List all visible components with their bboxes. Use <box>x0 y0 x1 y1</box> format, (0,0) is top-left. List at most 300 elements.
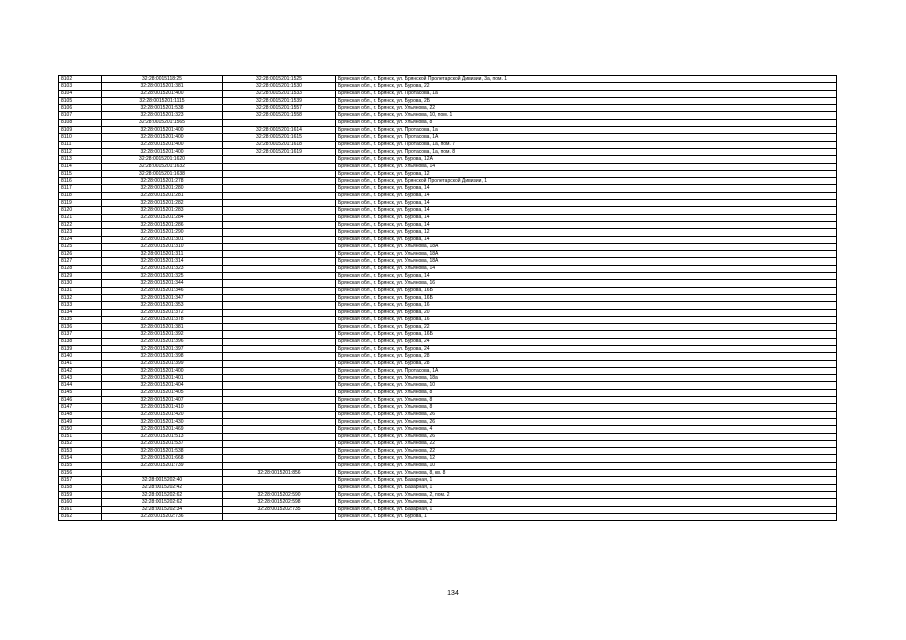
address-cell: Брянская обл., г. Брянск, ул. Бурова, 1 <box>336 513 837 520</box>
row-number-cell: 8155 <box>59 462 102 469</box>
table-row <box>59 236 837 243</box>
cadastral-number-cell: 32:28:0015201:399 <box>102 360 223 367</box>
linked-cadastral-number-cell <box>223 280 336 287</box>
address-cell: Брянская обл., г. Брянск, ул. Ульянова, 26 <box>336 433 837 440</box>
cadastral-number-cell: 32:28:0015201:397 <box>102 345 223 352</box>
address-cell: Брянская обл., г. Брянск, ул. Ульянова, 8 <box>336 389 837 396</box>
address-cell: Брянская обл., г. Брянск, ул. Брянской Пролетарской Дивизии, 1 <box>336 178 837 185</box>
records-table <box>58 75 837 521</box>
table-row <box>59 243 837 250</box>
linked-cadastral-number-cell <box>223 418 336 425</box>
table-row <box>59 389 837 396</box>
linked-cadastral-number-cell <box>223 477 336 484</box>
cadastral-number-cell: 32:28:0015201:538 <box>102 448 223 455</box>
linked-cadastral-number-cell <box>223 221 336 228</box>
address-cell: Брянская обл., г. Брянск, ул. Бурова, 16Б <box>336 294 837 301</box>
address-cell: Брянская обл., г. Брянск, ул. Ульянова, 14 <box>336 163 837 170</box>
cadastral-number-cell: 32:28:0015118:25 <box>102 76 223 83</box>
linked-cadastral-number-cell <box>223 375 336 382</box>
cadastral-number-cell: 32:28:0015201:325 <box>102 273 223 280</box>
row-number-cell: 8137 <box>59 331 102 338</box>
table-row <box>59 338 837 345</box>
table-row <box>59 229 837 236</box>
linked-cadastral-number-cell <box>223 200 336 207</box>
address-cell: Брянская обл., г. Брянск, ул. Протасова, 1а, пом. 7 <box>336 141 837 148</box>
address-cell: Брянская обл., г. Брянск, ул. Базарная, 1 <box>336 477 837 484</box>
address-cell: Брянская обл., г. Брянск, ул. Протасова, 1А <box>336 367 837 374</box>
linked-cadastral-number-cell <box>223 192 336 199</box>
row-number-cell: 8136 <box>59 324 102 331</box>
row-number-cell: 8159 <box>59 491 102 498</box>
cadastral-number-cell: 32:28:0015201:400 <box>102 134 223 141</box>
address-cell: Брянская обл., г. Брянск, ул. Бурова, 20 <box>336 309 837 316</box>
address-cell: Брянская обл., г. Брянск, ул. Ульянова, 22 <box>336 440 837 447</box>
table-row <box>59 448 837 455</box>
row-number-cell: 8112 <box>59 148 102 155</box>
cadastral-number-cell: 32:28:0015201:398 <box>102 353 223 360</box>
address-cell: Брянская обл., г. Брянск, ул. Бурова, 16Б <box>336 287 837 294</box>
row-number-cell: 8145 <box>59 389 102 396</box>
table-row <box>59 163 837 170</box>
table-row <box>59 207 837 214</box>
linked-cadastral-number-cell <box>223 484 336 491</box>
table-row <box>59 141 837 148</box>
cadastral-number-cell: 32:28:0015201:301 <box>102 236 223 243</box>
table-row <box>59 360 837 367</box>
linked-cadastral-number-cell: 32:28:0015202:590 <box>223 491 336 498</box>
table-row <box>59 287 837 294</box>
linked-cadastral-number-cell <box>223 258 336 265</box>
cadastral-number-cell: 32:28:0015201:396 <box>102 338 223 345</box>
cadastral-number-cell: 32:28:0015201:353 <box>102 302 223 309</box>
address-cell: Брянская обл., г. Брянск, ул. Ульянова, 18А <box>336 258 837 265</box>
address-cell: Брянская обл., г. Брянск, ул. Бурова, 12А <box>336 156 837 163</box>
row-number-cell: 8134 <box>59 309 102 316</box>
table-row <box>59 148 837 155</box>
address-cell: Брянская обл., г. Брянск, ул. Бурова, 14 <box>336 214 837 221</box>
table-row <box>59 200 837 207</box>
address-cell: Брянская обл., г. Брянск, ул. Бурова, 12 <box>336 229 837 236</box>
table-row <box>59 185 837 192</box>
row-number-cell: 8130 <box>59 280 102 287</box>
row-number-cell: 8142 <box>59 367 102 374</box>
table-row <box>59 221 837 228</box>
address-cell: Брянская обл., г. Брянск, ул. Бурова, 24 <box>336 338 837 345</box>
cadastral-number-cell: 32:28:0015201:283 <box>102 207 223 214</box>
address-cell: Брянская обл., г. Брянск, ул. Брянской Пролетарской Дивизии, 3а, пом. 1 <box>336 76 837 83</box>
cadastral-number-cell: 32:28:0015201:469 <box>102 426 223 433</box>
table-row <box>59 433 837 440</box>
cadastral-number-cell: 32:28:0015201:284 <box>102 214 223 221</box>
row-number-cell: 8149 <box>59 418 102 425</box>
linked-cadastral-number-cell: 32:28:0015202:735 <box>223 506 336 513</box>
row-number-cell: 8121 <box>59 214 102 221</box>
row-number-cell: 8135 <box>59 316 102 323</box>
address-cell: Брянская обл., г. Брянск, ул. Бурова, 12 <box>336 170 837 177</box>
row-number-cell: 8110 <box>59 134 102 141</box>
linked-cadastral-number-cell: 32:28:0015201:1525 <box>223 76 336 83</box>
row-number-cell: 8108 <box>59 119 102 126</box>
row-number-cell: 8147 <box>59 404 102 411</box>
linked-cadastral-number-cell: 32:28:0015201:1539 <box>223 97 336 104</box>
row-number-cell: 8125 <box>59 243 102 250</box>
row-number-cell: 8109 <box>59 127 102 134</box>
linked-cadastral-number-cell: 32:28:0015202:598 <box>223 499 336 506</box>
table-row <box>59 506 837 513</box>
table-row <box>59 345 837 352</box>
table-row <box>59 251 837 258</box>
cadastral-number-cell: 32:28:0015202:42 <box>102 484 223 491</box>
table-row <box>59 397 837 404</box>
linked-cadastral-number-cell <box>223 185 336 192</box>
address-cell: Брянская обл., г. Брянск, ул. Ульянова, 10 <box>336 382 837 389</box>
linked-cadastral-number-cell <box>223 389 336 396</box>
linked-cadastral-number-cell: 32:28:0015201:1558 <box>223 112 336 119</box>
linked-cadastral-number-cell <box>223 440 336 447</box>
address-cell: Брянская обл., г. Брянск, ул. Бурова, 14 <box>336 221 837 228</box>
linked-cadastral-number-cell <box>223 156 336 163</box>
linked-cadastral-number-cell <box>223 462 336 469</box>
cadastral-number-cell: 32:28:0015201:400 <box>102 367 223 374</box>
linked-cadastral-number-cell <box>223 397 336 404</box>
table-row <box>59 265 837 272</box>
address-cell: Брянская обл., г. Брянск, ул. Бурова, 16Б <box>336 331 837 338</box>
table-row <box>59 134 837 141</box>
linked-cadastral-number-cell <box>223 331 336 338</box>
linked-cadastral-number-cell <box>223 302 336 309</box>
linked-cadastral-number-cell <box>223 207 336 214</box>
address-cell: Брянская обл., г. Брянск, ул. Бурова, 22 <box>336 83 837 90</box>
table-row <box>59 513 837 520</box>
cadastral-number-cell: 32:28:0015201:405 <box>102 389 223 396</box>
address-cell: Брянская обл., г. Брянск, ул. Бурова, 24 <box>336 345 837 352</box>
linked-cadastral-number-cell <box>223 229 336 236</box>
row-number-cell: 8103 <box>59 83 102 90</box>
table-row <box>59 367 837 374</box>
table-row <box>59 76 837 83</box>
table-row <box>59 440 837 447</box>
cadastral-number-cell: 32:28:0015201:290 <box>102 229 223 236</box>
linked-cadastral-number-cell <box>223 265 336 272</box>
cadastral-number-cell: 32:28:0015201:346 <box>102 287 223 294</box>
cadastral-number-cell: 32:28:0015201:1638 <box>102 170 223 177</box>
cadastral-number-cell: 32:28:0015202:62 <box>102 499 223 506</box>
row-number-cell: 8102 <box>59 76 102 83</box>
table-row <box>59 470 837 477</box>
row-number-cell: 8107 <box>59 112 102 119</box>
linked-cadastral-number-cell <box>223 455 336 462</box>
cadastral-number-cell <box>102 470 223 477</box>
table-row <box>59 156 837 163</box>
table-row <box>59 170 837 177</box>
cadastral-number-cell: 32:28:0015201:323 <box>102 265 223 272</box>
cadastral-number-cell: 32:28:0015201:430 <box>102 418 223 425</box>
table-row <box>59 273 837 280</box>
row-number-cell: 8132 <box>59 294 102 301</box>
address-cell: Брянская обл., г. Брянск, ул. Ульянова, 18а <box>336 375 837 382</box>
linked-cadastral-number-cell <box>223 426 336 433</box>
linked-cadastral-number-cell <box>223 170 336 177</box>
cadastral-number-cell: 32:28:0015201:538 <box>102 105 223 112</box>
address-cell: Брянская обл., г. Брянск, ул. Протасова, 1а, пом. 8 <box>336 148 837 155</box>
cadastral-number-cell: 32:28:0015202:736 <box>102 513 223 520</box>
linked-cadastral-number-cell <box>223 287 336 294</box>
cadastral-number-cell: 32:28:0015201:513 <box>102 433 223 440</box>
linked-cadastral-number-cell <box>223 360 336 367</box>
table-row <box>59 411 837 418</box>
row-number-cell: 8162 <box>59 513 102 520</box>
table-row <box>59 105 837 112</box>
address-cell: Брянская обл., г. Брянск, ул. Бурова, 14 <box>336 273 837 280</box>
cadastral-number-cell: 32:28:0015202:40 <box>102 477 223 484</box>
linked-cadastral-number-cell <box>223 367 336 374</box>
address-cell: Брянская обл., г. Брянск, ул. Бурова, 14 <box>336 200 837 207</box>
row-number-cell: 8158 <box>59 484 102 491</box>
linked-cadastral-number-cell: 32:28:0015201:1615 <box>223 134 336 141</box>
linked-cadastral-number-cell: 32:28:0015201:1619 <box>223 148 336 155</box>
address-cell: Брянская обл., г. Брянск, ул. Протасова, 1а <box>336 127 837 134</box>
cadastral-number-cell: 32:28:0015201:278 <box>102 178 223 185</box>
address-cell: Брянская обл., г. Брянск, ул. Базарная, 1 <box>336 484 837 491</box>
cadastral-number-cell: 32:28:0015201:1115 <box>102 97 223 104</box>
cadastral-number-cell: 32:28:0015201:310 <box>102 243 223 250</box>
cadastral-number-cell: 32:28:0015202:34 <box>102 506 223 513</box>
table-row <box>59 484 837 491</box>
row-number-cell: 8157 <box>59 477 102 484</box>
table-row <box>59 294 837 301</box>
address-cell: Брянская обл., г. Брянск, ул. Ульянова, 4 <box>336 426 837 433</box>
row-number-cell: 8113 <box>59 156 102 163</box>
cadastral-number-cell: 32:28:0015201:537 <box>102 440 223 447</box>
row-number-cell: 8138 <box>59 338 102 345</box>
linked-cadastral-number-cell <box>223 163 336 170</box>
cadastral-number-cell: 32:28:0015201:668 <box>102 455 223 462</box>
address-cell: Брянская обл., г. Брянск, ул. Ульянова, 8 <box>336 404 837 411</box>
row-number-cell: 8131 <box>59 287 102 294</box>
row-number-cell: 8141 <box>59 360 102 367</box>
row-number-cell: 8118 <box>59 192 102 199</box>
row-number-cell: 8133 <box>59 302 102 309</box>
row-number-cell: 8105 <box>59 97 102 104</box>
linked-cadastral-number-cell <box>223 345 336 352</box>
row-number-cell: 8140 <box>59 353 102 360</box>
table-row <box>59 127 837 134</box>
table-row <box>59 375 837 382</box>
cadastral-number-cell: 32:28:0015201:400 <box>102 141 223 148</box>
cadastral-number-cell: 32:28:0015201:344 <box>102 280 223 287</box>
row-number-cell: 8124 <box>59 236 102 243</box>
table-row <box>59 331 837 338</box>
cadastral-number-cell: 32:28:0015201:381 <box>102 83 223 90</box>
linked-cadastral-number-cell <box>223 411 336 418</box>
row-number-cell: 8123 <box>59 229 102 236</box>
row-number-cell: 8150 <box>59 426 102 433</box>
cadastral-number-cell: 32:28:0015201:407 <box>102 397 223 404</box>
row-number-cell: 8126 <box>59 251 102 258</box>
table-row <box>59 404 837 411</box>
address-cell: Брянская обл., г. Брянск, ул. Базарная, 1 <box>336 506 837 513</box>
linked-cadastral-number-cell <box>223 353 336 360</box>
row-number-cell: 8144 <box>59 382 102 389</box>
row-number-cell: 8129 <box>59 273 102 280</box>
linked-cadastral-number-cell <box>223 294 336 301</box>
table-row <box>59 499 837 506</box>
cadastral-number-cell: 32:28:0015201:401 <box>102 375 223 382</box>
table-row <box>59 83 837 90</box>
row-number-cell: 8114 <box>59 163 102 170</box>
table-row <box>59 178 837 185</box>
address-cell: Брянская обл., г. Брянск, ул. Бурова, 2Б <box>336 97 837 104</box>
address-cell: Брянская обл., г. Брянск, ул. Ульянова, 12 <box>336 455 837 462</box>
table-row <box>59 280 837 287</box>
table-row <box>59 258 837 265</box>
row-number-cell: 8116 <box>59 178 102 185</box>
table-row <box>59 491 837 498</box>
row-number-cell: 8154 <box>59 455 102 462</box>
row-number-cell: 8115 <box>59 170 102 177</box>
linked-cadastral-number-cell: 32:28:0015201:1614 <box>223 127 336 134</box>
address-cell: Брянская обл., г. Брянск, ул. Ульянова, 2 <box>336 499 837 506</box>
linked-cadastral-number-cell: 32:28:0015201:856 <box>223 470 336 477</box>
row-number-cell: 8117 <box>59 185 102 192</box>
cadastral-number-cell: 32:28:0015202:62 <box>102 491 223 498</box>
address-cell: Брянская обл., г. Брянск, ул. Протасова, 1а <box>336 90 837 97</box>
linked-cadastral-number-cell <box>223 236 336 243</box>
linked-cadastral-number-cell <box>223 251 336 258</box>
address-cell: Брянская обл., г. Брянск, ул. Ульянова, 10, пом. 1 <box>336 112 837 119</box>
table-row <box>59 462 837 469</box>
address-cell: Брянская обл., г. Брянск, ул. Ульянова, 18А <box>336 243 837 250</box>
cadastral-number-cell: 32:28:0015201:1620 <box>102 156 223 163</box>
cadastral-number-cell: 32:28:0015201:1632 <box>102 163 223 170</box>
table-row <box>59 97 837 104</box>
cadastral-number-cell: 32:28:0015201:286 <box>102 221 223 228</box>
cadastral-number-cell: 32:28:0015201:392 <box>102 331 223 338</box>
address-cell: Брянская обл., г. Брянск, ул. Ульянова, 8 <box>336 119 837 126</box>
address-cell: Брянская обл., г. Брянск, ул. Бурова, 22 <box>336 324 837 331</box>
address-cell: Брянская обл., г. Брянск, ул. Бурова, 16 <box>336 316 837 323</box>
table-row <box>59 112 837 119</box>
table-row <box>59 309 837 316</box>
cadastral-number-cell: 32:28:0015201:311 <box>102 251 223 258</box>
records-table-body <box>59 76 837 521</box>
row-number-cell: 8152 <box>59 440 102 447</box>
cadastral-number-cell: 32:28:0015201:739 <box>102 462 223 469</box>
table-row <box>59 455 837 462</box>
linked-cadastral-number-cell <box>223 433 336 440</box>
table-row <box>59 477 837 484</box>
linked-cadastral-number-cell <box>223 448 336 455</box>
address-cell: Брянская обл., г. Брянск, ул. Бурова, 14 <box>336 185 837 192</box>
cadastral-number-cell: 32:28:0015201:347 <box>102 294 223 301</box>
address-cell: Брянская обл., г. Брянск, ул. Ульянова, 26 <box>336 418 837 425</box>
table-row <box>59 418 837 425</box>
address-cell: Брянская обл., г. Брянск, ул. Бурова, 14 <box>336 207 837 214</box>
row-number-cell: 8127 <box>59 258 102 265</box>
linked-cadastral-number-cell: 32:28:0015201:1557 <box>223 105 336 112</box>
table-row <box>59 119 837 126</box>
address-cell: Брянская обл., г. Брянск, ул. Ульянова, 22 <box>336 448 837 455</box>
row-number-cell: 8161 <box>59 506 102 513</box>
linked-cadastral-number-cell <box>223 273 336 280</box>
table-row <box>59 353 837 360</box>
row-number-cell: 8119 <box>59 200 102 207</box>
table-row <box>59 90 837 97</box>
address-cell: Брянская обл., г. Брянск, ул. Бурова, 14 <box>336 192 837 199</box>
cadastral-number-cell: 32:28:0015201:400 <box>102 127 223 134</box>
address-cell: Брянская обл., г. Брянск, ул. Бурова, 28 <box>336 360 837 367</box>
cadastral-number-cell: 32:28:0015201:280 <box>102 185 223 192</box>
address-cell: Брянская обл., г. Брянск, ул. Бурова, 28 <box>336 353 837 360</box>
cadastral-number-cell: 32:28:0015201:323 <box>102 112 223 119</box>
cadastral-number-cell: 32:28:0015201:372 <box>102 309 223 316</box>
cadastral-number-cell: 32:28:0015201:400 <box>102 148 223 155</box>
cadastral-number-cell: 32:28:0015201:381 <box>102 324 223 331</box>
row-number-cell: 8106 <box>59 105 102 112</box>
row-number-cell: 8153 <box>59 448 102 455</box>
row-number-cell: 8120 <box>59 207 102 214</box>
address-cell: Брянская обл., г. Брянск, ул. Ульянова, 22 <box>336 105 837 112</box>
linked-cadastral-number-cell: 32:28:0015201:1618 <box>223 141 336 148</box>
row-number-cell: 8104 <box>59 90 102 97</box>
cadastral-number-cell: 32:28:0015201:404 <box>102 382 223 389</box>
row-number-cell: 8156 <box>59 470 102 477</box>
address-cell: Брянская обл., г. Брянск, ул. Бурова, 14 <box>336 236 837 243</box>
linked-cadastral-number-cell <box>223 338 336 345</box>
row-number-cell: 8146 <box>59 397 102 404</box>
linked-cadastral-number-cell <box>223 316 336 323</box>
row-number-cell: 8128 <box>59 265 102 272</box>
cadastral-number-cell: 32:28:0015201:420 <box>102 411 223 418</box>
cadastral-number-cell: 32:28:0015201:378 <box>102 316 223 323</box>
table-row <box>59 426 837 433</box>
address-cell: Брянская обл., г. Брянск, ул. Ульянова, 18А <box>336 251 837 258</box>
address-cell: Брянская обл., г. Брянск, ул. Бурова, 16 <box>336 302 837 309</box>
cadastral-number-cell: 32:28:0015201:314 <box>102 258 223 265</box>
linked-cadastral-number-cell <box>223 214 336 221</box>
address-cell: Брянская обл., г. Брянск, ул. Ульянова, 8 <box>336 397 837 404</box>
cadastral-number-cell: 32:28:0015201:1565 <box>102 119 223 126</box>
address-cell: Брянская обл., г. Брянск, ул. Ульянова, 14 <box>336 265 837 272</box>
linked-cadastral-number-cell <box>223 382 336 389</box>
address-cell: Брянская обл., г. Брянск, ул. Протасова, 1А <box>336 134 837 141</box>
linked-cadastral-number-cell <box>223 404 336 411</box>
row-number-cell: 8148 <box>59 411 102 418</box>
linked-cadastral-number-cell <box>223 513 336 520</box>
table-row <box>59 324 837 331</box>
cadastral-number-cell: 32:28:0015201:281 <box>102 192 223 199</box>
row-number-cell: 8139 <box>59 345 102 352</box>
row-number-cell: 8122 <box>59 221 102 228</box>
linked-cadastral-number-cell <box>223 119 336 126</box>
linked-cadastral-number-cell: 32:28:0015201:1533 <box>223 90 336 97</box>
linked-cadastral-number-cell <box>223 309 336 316</box>
cadastral-number-cell: 32:28:0015201:282 <box>102 200 223 207</box>
address-cell: Брянская обл., г. Брянск, ул. Ульянова, 10 <box>336 462 837 469</box>
linked-cadastral-number-cell <box>223 178 336 185</box>
row-number-cell: 8111 <box>59 141 102 148</box>
address-cell: Брянская обл., г. Брянск, ул. Ульянова, 2, пом. 2 <box>336 491 837 498</box>
row-number-cell: 8160 <box>59 499 102 506</box>
address-cell: Брянская обл., г. Брянск, ул. Ульянова, 16 <box>336 280 837 287</box>
row-number-cell: 8143 <box>59 375 102 382</box>
linked-cadastral-number-cell <box>223 243 336 250</box>
cadastral-number-cell: 32:28:0015201:400 <box>102 90 223 97</box>
row-number-cell: 8151 <box>59 433 102 440</box>
table-row <box>59 302 837 309</box>
table-row <box>59 316 837 323</box>
cadastral-number-cell: 32:28:0015201:410 <box>102 404 223 411</box>
